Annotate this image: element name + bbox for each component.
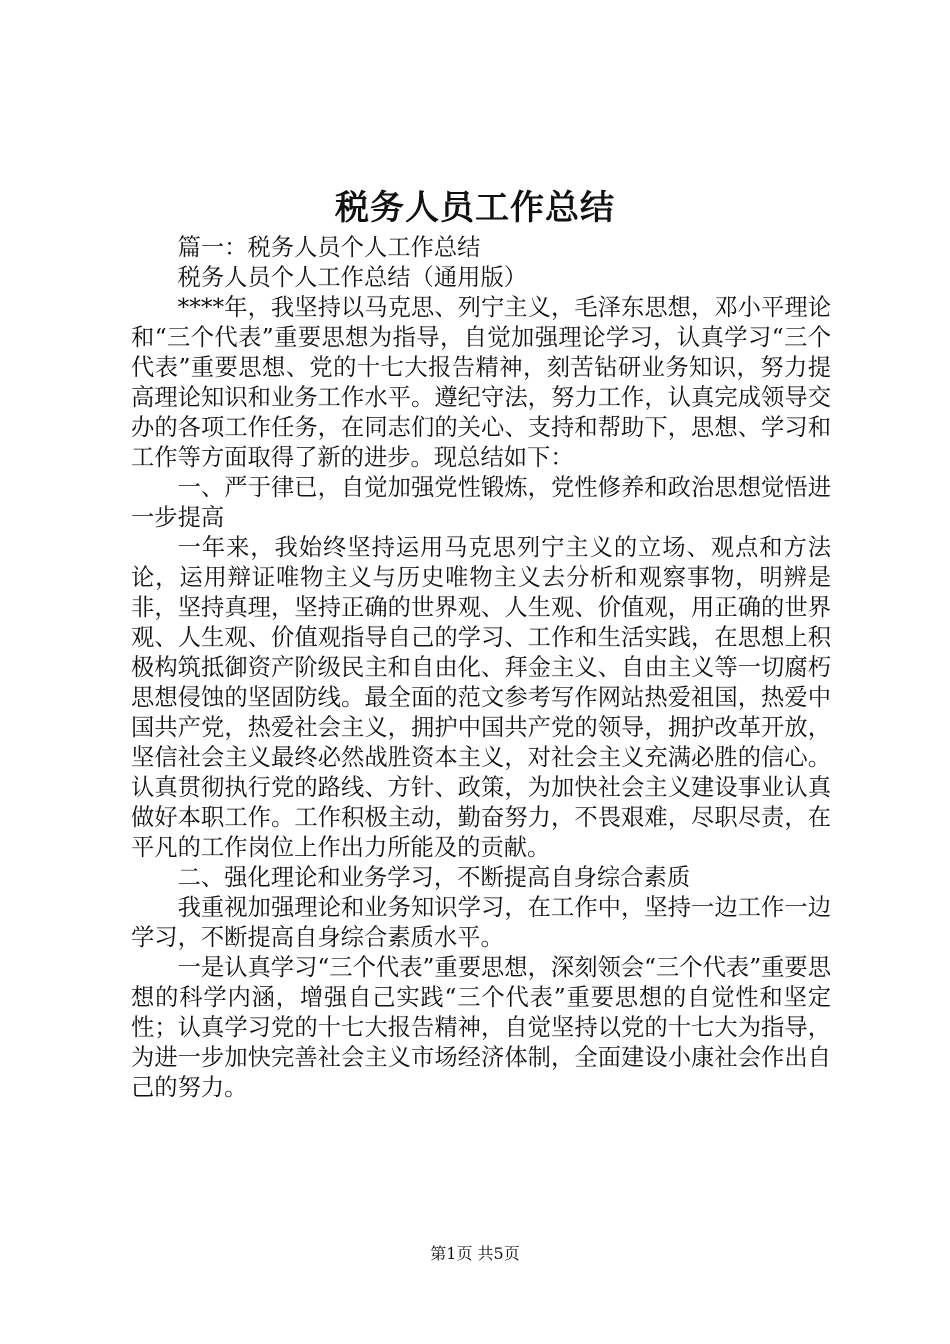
body-paragraph: 我重视加强理论和业务知识学习，在工作中，坚持一边工作一边学习，不断提高自身综合素质水平。 <box>131 894 831 951</box>
section-heading: 一、严于律已，自觉加强党性锻炼，党性修养和政治思想觉悟进一步提高 <box>131 474 831 531</box>
document-body <box>131 233 831 1103</box>
page-footer: 第1页 共5页 <box>430 1244 520 1263</box>
body-paragraph: 一是认真学习“三个代表”重要思想，深刻领会“三个代表”重要思想的科学内涵，增强自己实践“三个代表”重要思想的自觉性和坚定性；认真学习党的十七大报告精神，自觉坚持以党的十七大为指导，为进一步加快完善社会主义市场经济体制，全面建设小康社会作出自己的努力。 <box>131 954 831 1101</box>
subtitle: 税务人员个人工作总结（通用版） <box>177 264 528 291</box>
document-title: 税务人员工作总结 <box>335 188 615 228</box>
section-heading: 篇一：税务人员个人工作总结 <box>177 234 481 261</box>
body-paragraph: ****年，我坚持以马克思、列宁主义，毛泽东思想，邓小平理论和“三个代表”重要思想为指导，自觉加强理论学习，认真学习“三个代表”重要思想、党的十七大报告精神，刻苦钻研业务知识，努力提高理论知识和业务工作水平。遵纪守法，努力工作，认真完成领导交办的各项工作任务，在同志们的关心、支持和帮助下，思想、学习和工作等方面取得了新的进步。现总结如下： <box>131 294 831 471</box>
body-paragraph: 一年来，我始终坚持运用马克思列宁主义的立场、观点和方法论，运用辩证唯物主义与历史唯物主义去分析和观察事物，明辨是非，坚持真理，坚持正确的世界观、人生观、价值观，用正确的世界观、人生观、价值观指导自己的学习、工作和生活实践，在思想上积极构筑抵御资产阶级民主和自由化、拜金主义、自由主义等一切腐朽思想侵蚀的坚固防线。最全面的范文参考写作网站热爱祖国，热爱中国共产党，热爱社会主义，拥护中国共产党的领导，拥护改革开放，坚信社会主义最终必然战胜资本主义，对社会主义充满必胜的信心。认真贯彻执行党的路线、方针、政策，为加快社会主义建设事业认真做好本职工作。工作积极主动，勤奋努力，不畏艰难，尽职尽责，在平凡的工作岗位上作出力所能及的贡献。 <box>131 534 831 861</box>
section-heading: 二、强化理论和业务学习，不断提高自身综合素质 <box>177 864 691 891</box>
